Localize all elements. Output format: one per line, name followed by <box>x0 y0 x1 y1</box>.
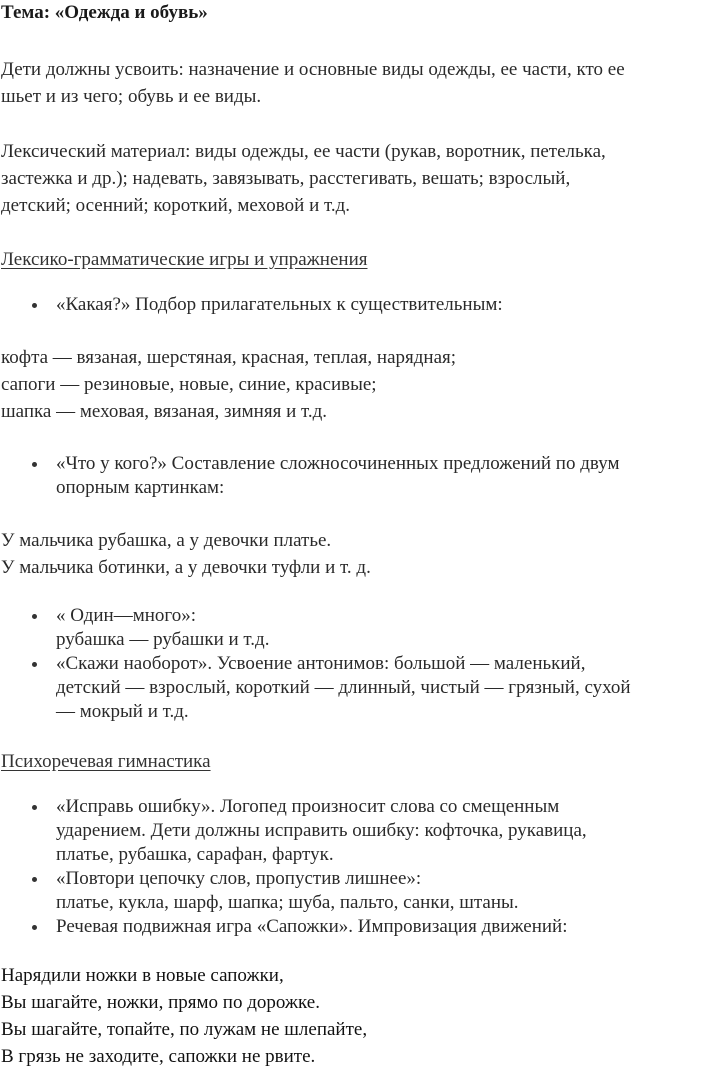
intro-line-1: Дети должны усвоить: назначение и основные виды одежды, ее части, кто ее <box>1 59 625 80</box>
sentence-2: У мальчика ботинки, а у девочки туфли и т. д. <box>1 557 371 578</box>
bullet-skazhi-naoborot-line-3: — мокрый и т.д. <box>56 701 189 722</box>
bullet-chto-u-kogo-line-2: опорным картинкам: <box>56 477 225 498</box>
sentence-1: У мальчика рубашка, а у девочки платье. <box>1 530 332 551</box>
bullet-dot <box>32 614 37 619</box>
poem-line-2: Вы шагайте, ножки, прямо по дорожке. <box>1 992 320 1013</box>
section-heading-psycho-speech: Психоречевая гимнастика <box>1 751 211 772</box>
bullet-povtori-line-2: платье, кукла, шарф, шапка; шуба, пальто, санки, штаны. <box>56 892 519 913</box>
bullet-dot <box>32 462 37 467</box>
bullet-skazhi-naoborot-line-1: «Скажи наоборот». Усвоение антонимов: большой — маленький, <box>56 653 586 674</box>
section-heading-lexical-games: Лексико-грамматические игры и упражнения <box>1 249 368 270</box>
bullet-sapozhki: Речевая подвижная игра «Сапожки». Импровизация движений: <box>56 916 568 937</box>
bullet-kakaya: «Какая?» Подбор прилагательных к существительным: <box>56 294 503 315</box>
document-title: Тема: «Одежда и обувь» <box>1 2 208 23</box>
bullet-ispravi-oshibku-line-2: ударением. Дети должны исправить ошибку: кофточка, рукавица, <box>56 820 587 841</box>
lexical-line-1: Лексический материал: виды одежды, ее части (рукав, воротник, петелька, <box>1 141 606 162</box>
bullet-odin-mnogo-line-2: рубашка — рубашки и т.д. <box>56 629 270 650</box>
bullet-dot <box>32 303 37 308</box>
example-kofta: кофта — вязаная, шерстяная, красная, теплая, нарядная; <box>1 347 457 368</box>
bullet-dot <box>32 925 37 930</box>
lexical-line-2: застежка и др.); надевать, завязывать, расстегивать, вешать; взрослый, <box>1 168 571 189</box>
bullet-skazhi-naoborot-line-2: детский — взрослый, короткий — длинный, чистый — грязный, сухой <box>56 677 631 698</box>
intro-line-2: шьет и из чего; обувь и ее виды. <box>1 86 262 107</box>
bullet-ispravi-oshibku-line-3: платье, рубашка, сарафан, фартук. <box>56 844 334 865</box>
bullet-odin-mnogo-line-1: « Один—много»: <box>56 605 197 626</box>
bullet-dot <box>32 805 37 810</box>
bullet-dot <box>32 662 37 667</box>
poem-line-4: В грязь не заходите, сапожки не рвите. <box>1 1046 316 1067</box>
bullet-ispravi-oshibku-line-1: «Исправь ошибку». Логопед произносит слова со смещенным <box>56 796 560 817</box>
poem-line-3: Вы шагайте, топайте, по лужам не шлепайте, <box>1 1019 368 1040</box>
bullet-povtori-line-1: «Повтори цепочку слов, пропустив лишнее»: <box>56 868 422 889</box>
poem-line-1: Нарядили ножки в новые сапожки, <box>1 965 284 986</box>
lexical-line-3: детский; осенний; короткий, меховой и т.д. <box>1 195 351 216</box>
example-sapogi: сапоги — резиновые, новые, синие, красивые; <box>1 374 377 395</box>
bullet-chto-u-kogo-line-1: «Что у кого?» Составление сложносочиненных предложений по двум <box>56 453 620 474</box>
example-shapka: шапка — меховая, вязаная, зимняя и т.д. <box>1 401 328 422</box>
bullet-dot <box>32 877 37 882</box>
